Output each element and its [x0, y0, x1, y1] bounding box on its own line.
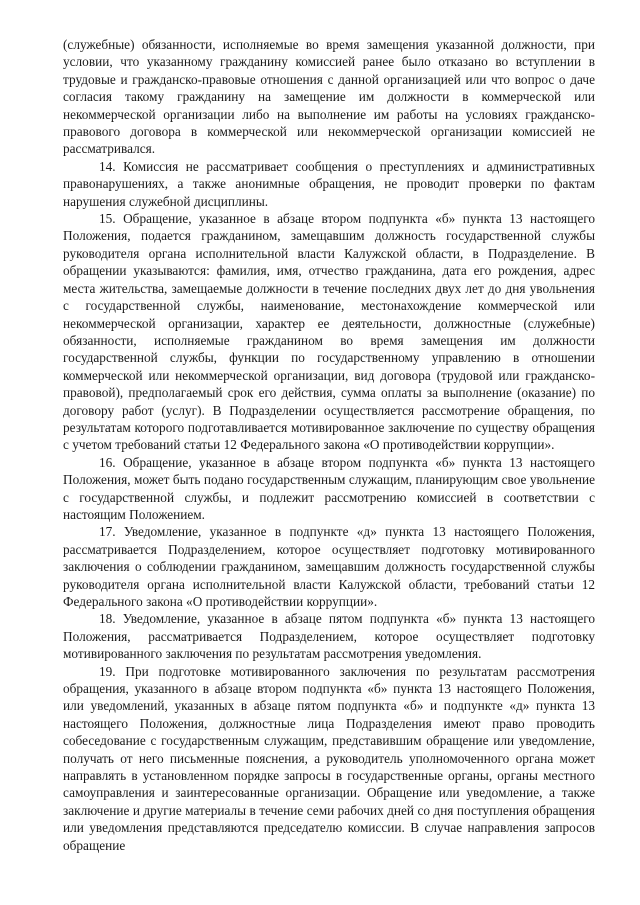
paragraph-continuation: (служебные) обязанности, исполняемые во время замещения указанной должности, при условии, что указанному гражданину комиссией ранее было отказано во вступлении в трудовые и гражданско-правовые отношения с данной организацией или что вопрос о даче согласия такому гражданину на замещение им должности в коммерческой или некоммерческой организации либо на выполнение им работы на условиях гражданско-правового договора в коммерческой или некоммерческой организации комиссией не рассматривался. [63, 37, 595, 157]
document-page [63, 36, 595, 854]
paragraph-16: 16. Обращение, указанное в абзаце втором подпункта «б» пункта 13 настоящего Положения, может быть подано государственным служащим, планирующим свое увольнение с государственной службы, и подлежит рассмотрению комиссией в соответствии с настоящим Положением. [63, 454, 595, 522]
paragraph-18: 18. Уведомление, указанное в абзаце пятом подпункта «б» пункта 13 настоящего Положения, рассматривается Подразделением, которое осуществляет подготовку мотивированного заключения по результатам рассмотрения уведомления. [63, 611, 595, 662]
paragraph-17: 17. Уведомление, указанное в подпункте «д» пункта 13 настоящего Положения, рассматривается Подразделением, которое осуществляет подготовку мотивированного заключения о соблюдении гражданином, замещавшим должность государственной службы руководителя органа исполнительной власти Калужской области, требований статьи 12 Федерального закона «О противодействии коррупции». [63, 524, 595, 609]
paragraph-15: 15. Обращение, указанное в абзаце втором подпункта «б» пункта 13 настоящего Положения, подается гражданином, замещавшим должность государственной службы руководителя органа исполнительной власти Калужской области, в Подразделение. В обращении указываются: фамилия, имя, отчество гражданина, дата его рождения, адрес места жительства, замещаемые должности в течение последних двух лет до дня увольнения с государственной службы, наименование, местонахождение коммерческой или некоммерческой организации, характер ее деятельности, должностные (служебные) обязанности, исполняемые гражданином во время замещения им должности государственной службы, функции по государственному управлению в отношении коммерческой или некоммерческой организации, вид договора (трудовой или гражданско-правовой), предполагаемый срок его действия, сумма оплаты за выполнение (оказание) по договору работ (услуг). В Подразделении осуществляется рассмотрение обращения, по результатам которого подготавливается мотивированное заключение по существу обращения с учетом требований статьи 12 Федерального закона «О противодействии коррупции». [63, 211, 595, 453]
paragraph-19: 19. При подготовке мотивированного заключения по результатам рассмотрения обращения, указанного в абзаце втором подпункта «б» пункта 13 настоящего Положения, или уведомлений, указанных в абзаце пятом подпункта «б» и подпункте «д» пункта 13 настоящего Положения, должностные лица Подразделения имеют право проводить собеседование с государственным служащим, представившим обращение или уведомление, получать от него письменные пояснения, а руководитель уполномоченного органа может направлять в установленном порядке запросы в государственные органы, органы местного самоуправления и заинтересованные организации. Обращение или уведомление, а также заключение и другие материалы в течение семи рабочих дней со дня поступления обращения или уведомления представляются председателю комиссии. В случае направления запросов обращение [63, 663, 595, 853]
paragraph-14: 14. Комиссия не рассматривает сообщения о преступлениях и административных правонарушениях, а также анонимные обращения, не проводит проверки по фактам нарушения служебной дисциплины. [63, 158, 595, 209]
